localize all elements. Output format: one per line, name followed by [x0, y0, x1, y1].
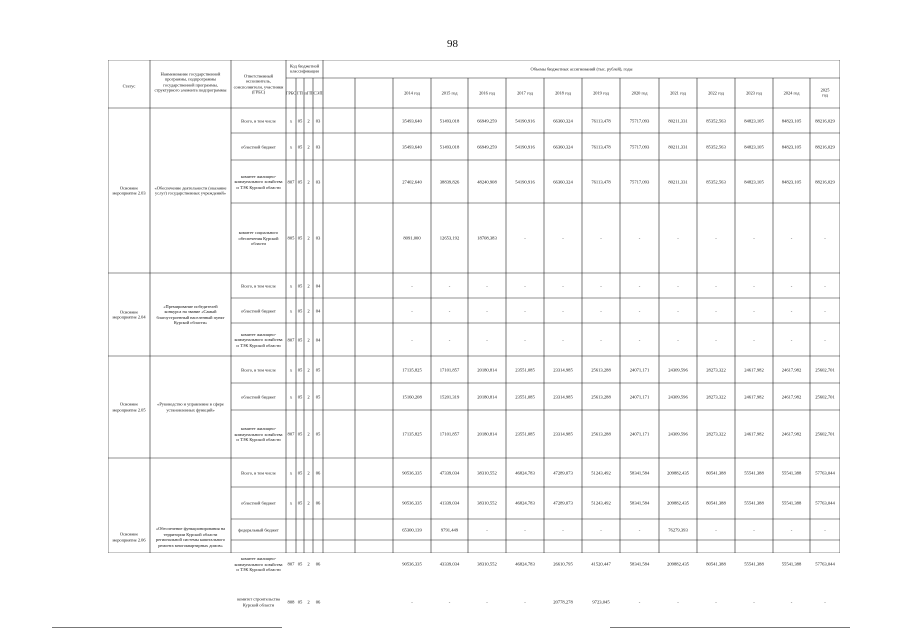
- row-value: 25602,701: [815, 393, 835, 399]
- row-value: 80541,388: [706, 500, 726, 506]
- row-code-gp: 05: [297, 235, 303, 241]
- row-value: 41339,034: [439, 500, 460, 506]
- row-value: -: [790, 599, 793, 605]
- row-value: -: [524, 599, 526, 605]
- row-code-pgp: 2: [307, 117, 310, 123]
- row-responsible: областной бюджет: [241, 500, 276, 506]
- row-value: 48240,908: [477, 178, 497, 184]
- row-value: -: [448, 336, 451, 342]
- row-value: -: [790, 336, 793, 342]
- row-code-sep: 03: [315, 143, 321, 149]
- row-value: -: [677, 282, 679, 288]
- header-code-sep: СЭП: [313, 90, 323, 96]
- row-responsible: областной бюджет: [241, 307, 276, 313]
- row-value: 54190,916: [515, 117, 535, 123]
- row-value: -: [677, 336, 679, 342]
- row-code-sep: 06: [315, 599, 321, 605]
- row-value: -: [753, 599, 755, 605]
- row-value: -: [790, 282, 793, 288]
- row-value: -: [715, 282, 717, 288]
- row-code-grbs: 807: [287, 561, 295, 567]
- row-value: 24071,171: [629, 366, 650, 372]
- row-value: 84823,105: [781, 178, 802, 184]
- row-value: -: [790, 307, 793, 313]
- row-value: 38310,552: [477, 500, 497, 506]
- row-value: -: [824, 526, 826, 532]
- row-value: 20778,278: [553, 599, 573, 605]
- row-value: 17135,825: [402, 431, 422, 437]
- row-value: 84823,105: [781, 143, 802, 149]
- row-value: 24617,982: [781, 393, 802, 399]
- row-value: 15201,319: [439, 393, 460, 399]
- row-value: 84823,105: [744, 143, 764, 149]
- row-code-sep: 03: [315, 235, 321, 241]
- row-code-pgp: 2: [307, 431, 310, 437]
- row-code-gp: 05: [297, 336, 303, 342]
- row-value: -: [790, 235, 793, 241]
- row-value: -: [715, 599, 717, 605]
- row-value: 25613,288: [591, 366, 611, 372]
- row-code-grbs: х: [289, 469, 293, 475]
- header-volume-group: Объемы бюджетных ассигнований (тыс. рублей), годы: [530, 66, 633, 72]
- header-year: 2024 год: [783, 90, 800, 96]
- header-code-grbs: ГРБС: [285, 90, 297, 96]
- row-code-sep: 05: [315, 431, 321, 437]
- row-value: 17101,857: [439, 366, 460, 372]
- row-value: -: [753, 526, 755, 532]
- header-year: 2015 год: [441, 90, 458, 96]
- row-value: -: [790, 526, 793, 532]
- row-value: 51493,018: [439, 117, 460, 123]
- row-code-pgp: 2: [307, 282, 310, 288]
- row-value: -: [524, 282, 526, 288]
- row-value: -: [824, 599, 826, 605]
- row-value: 57763,044: [815, 469, 835, 475]
- row-value: 47289,073: [553, 500, 573, 506]
- row-code-gp: 05: [297, 282, 303, 288]
- header-year: 2021 год: [670, 90, 686, 96]
- row-responsible: областной бюджет: [241, 143, 276, 149]
- row-value: 84823,105: [744, 117, 764, 123]
- row-code-grbs: 808: [287, 599, 295, 605]
- group-name: «Обеспечение функционирования на территории Курской области региональной системы капитального ремонта многоквартирных домов»: [155, 526, 226, 548]
- row-value: 38310,552: [477, 469, 497, 475]
- row-code-sep: 05: [315, 366, 321, 372]
- row-value: 90536,335: [402, 469, 422, 475]
- row-value: -: [562, 307, 564, 313]
- row-value: 27402,640: [402, 178, 422, 184]
- row-value: 24617,982: [744, 431, 764, 437]
- row-value: 76113,478: [591, 143, 611, 149]
- row-code-pgp: 2: [307, 393, 310, 399]
- row-value: 28273,322: [706, 366, 726, 372]
- row-value: -: [715, 307, 717, 313]
- row-value: 25602,701: [815, 366, 835, 372]
- row-value: 51493,018: [439, 143, 460, 149]
- row-value: 76113,478: [591, 178, 611, 184]
- row-code-pgp: 2: [307, 307, 310, 313]
- page-number: 98: [447, 38, 458, 50]
- row-value: 80541,388: [706, 469, 726, 475]
- row-code-pgp: 2: [307, 235, 310, 241]
- row-value: -: [411, 336, 413, 342]
- row-value: -: [524, 307, 526, 313]
- row-value: 24617,982: [744, 393, 764, 399]
- group-name: «Премирование победителей конкурса на звание «Самый благоустроенный населенный пункт Курской области»: [156, 303, 225, 325]
- row-value: 90536,335: [402, 561, 422, 567]
- row-value: 20180,814: [477, 431, 497, 437]
- row-value: 17101,857: [439, 431, 460, 437]
- row-code-gp: 05: [297, 469, 303, 475]
- row-value: 66949,259: [477, 143, 497, 149]
- row-value: 58341,584: [629, 500, 650, 506]
- row-code-grbs: 805: [287, 235, 295, 241]
- row-value: 65300,139: [402, 526, 422, 532]
- row-value: 41520,447: [591, 561, 611, 567]
- row-value: 23314,985: [553, 431, 573, 437]
- row-value: -: [824, 282, 826, 288]
- row-value: 18708,383: [477, 235, 497, 241]
- row-code-grbs: 807: [287, 431, 295, 437]
- row-value: -: [600, 526, 602, 532]
- row-code-pgp: 2: [307, 143, 310, 149]
- row-value: 209882,435: [667, 469, 689, 475]
- row-value: 85352,563: [706, 178, 726, 184]
- row-value: 23551,085: [515, 393, 535, 399]
- row-value: -: [448, 307, 451, 313]
- row-value: -: [638, 307, 641, 313]
- row-code-pgp: 2: [307, 599, 310, 605]
- row-value: 20180,814: [477, 393, 497, 399]
- row-responsible: комитет жилищно-коммунального хозяйства и ТЭК Курской области: [234, 331, 283, 348]
- row-value: -: [411, 307, 413, 313]
- row-code-gp: 05: [297, 178, 303, 184]
- row-value: -: [753, 336, 755, 342]
- row-value: -: [824, 336, 826, 342]
- row-code-gp: 05: [297, 599, 303, 605]
- row-value: 46824,783: [515, 469, 535, 475]
- row-value: 55541,388: [744, 469, 764, 475]
- row-value: -: [600, 336, 602, 342]
- budget-table: [108, 60, 840, 607]
- row-responsible: комитет социального обеспечения Курской области: [238, 229, 279, 246]
- row-value: 66360,324: [553, 117, 573, 123]
- row-value: 57763,044: [815, 500, 835, 506]
- row-value: -: [562, 282, 564, 288]
- row-code-grbs: х: [289, 393, 293, 399]
- row-value: -: [524, 235, 526, 241]
- row-value: 38310,552: [477, 561, 497, 567]
- row-value: -: [677, 599, 679, 605]
- header-year: 2020 год: [631, 90, 648, 96]
- row-value: 88216,029: [815, 117, 835, 123]
- header-status: Статус: [122, 83, 136, 89]
- row-value: -: [638, 526, 641, 532]
- row-value: 24617,982: [781, 366, 802, 372]
- row-value: -: [486, 599, 488, 605]
- row-value: 24309,596: [668, 393, 688, 399]
- row-value: 88216,029: [815, 178, 835, 184]
- row-value: 46824,783: [515, 500, 535, 506]
- row-value: 28273,322: [706, 393, 726, 399]
- scan-edge-mark: [52, 627, 282, 628]
- row-value: -: [824, 307, 826, 313]
- row-value: 66949,259: [477, 117, 497, 123]
- header-name: Наименование государственной программы, подпрограммы государственной программы, структурного элемента подпрограммы: [154, 71, 227, 93]
- row-responsible: областной бюджет: [241, 393, 276, 399]
- row-responsible: федеральный бюджет: [238, 526, 279, 532]
- header-code-pgp: пГП: [304, 90, 313, 96]
- row-code-gp: 05: [297, 143, 303, 149]
- row-value: 23551,085: [515, 366, 535, 372]
- row-code-sep: 05: [315, 393, 321, 399]
- row-value: -: [486, 336, 488, 342]
- row-value: -: [638, 336, 641, 342]
- row-value: 80211,331: [668, 178, 688, 184]
- row-value: 55541,388: [781, 500, 802, 506]
- row-value: -: [753, 235, 755, 241]
- row-value: -: [448, 282, 451, 288]
- row-value: -: [562, 235, 564, 241]
- row-value: 80541,388: [706, 561, 726, 567]
- row-value: 76113,478: [591, 117, 611, 123]
- row-value: -: [411, 282, 413, 288]
- row-code-grbs: х: [289, 143, 293, 149]
- row-value: 24617,982: [781, 431, 802, 437]
- row-code-pgp: 2: [307, 336, 310, 342]
- row-value: -: [753, 282, 755, 288]
- header-responsible: Ответственный исполнитель, соисполнители, участники (ГРБС): [233, 73, 284, 95]
- row-value: 90536,335: [402, 500, 422, 506]
- row-value: 9723,045: [592, 599, 610, 605]
- group-status: Основное мероприятие 2.04: [112, 309, 146, 320]
- row-value: 58341,584: [629, 469, 650, 475]
- row-code-gp: 05: [297, 366, 303, 372]
- header-code-gp: ГП: [297, 90, 303, 96]
- row-value: 66360,324: [553, 143, 573, 149]
- row-code-sep: 06: [315, 469, 321, 475]
- row-value: 58341,584: [629, 561, 650, 567]
- row-value: 23314,985: [553, 393, 573, 399]
- row-value: 57763,044: [815, 561, 835, 567]
- row-code-sep: 04: [315, 307, 321, 313]
- row-value: -: [824, 235, 826, 241]
- row-responsible: Всего, в том числе: [241, 366, 276, 372]
- row-code-gp: 05: [297, 117, 303, 123]
- row-value: -: [638, 599, 641, 605]
- row-value: 75717,093: [629, 117, 650, 123]
- header-year: 2022 год: [708, 90, 724, 96]
- row-value: -: [600, 307, 602, 313]
- row-code-pgp: 2: [307, 561, 310, 567]
- row-value: -: [486, 526, 488, 532]
- row-value: 23551,085: [515, 431, 535, 437]
- group-status: Основное мероприятие 2.03: [112, 185, 146, 196]
- row-value: 47289,073: [553, 469, 573, 475]
- row-value: -: [524, 336, 526, 342]
- row-value: 54190,916: [515, 178, 535, 184]
- row-code-grbs: 807: [287, 178, 295, 184]
- row-code-pgp: 2: [307, 366, 310, 372]
- row-value: 20180,814: [477, 366, 497, 372]
- row-value: -: [677, 235, 679, 241]
- row-value: 75717,093: [629, 143, 650, 149]
- row-value: -: [486, 282, 488, 288]
- row-value: -: [715, 336, 717, 342]
- row-value: 46824,783: [515, 561, 535, 567]
- group-status: Основное мероприятие 2.06: [112, 531, 146, 542]
- header-code-group: Код бюджетной классификации: [289, 63, 320, 74]
- row-value: 24309,596: [668, 431, 688, 437]
- row-value: 24071,171: [629, 431, 650, 437]
- row-value: 28273,322: [706, 431, 726, 437]
- row-value: 24071,171: [629, 393, 650, 399]
- header-year: 2023 год: [746, 90, 762, 96]
- row-value: 12653,192: [439, 235, 460, 241]
- row-code-sep: 06: [315, 500, 321, 506]
- row-value: 38839,826: [439, 178, 460, 184]
- row-value: 54190,916: [515, 143, 535, 149]
- row-value: 84823,105: [781, 117, 802, 123]
- row-value: -: [600, 235, 602, 241]
- row-code-grbs: х: [289, 500, 293, 506]
- row-responsible: Всего, в том числе: [241, 469, 276, 475]
- row-value: 209882,435: [667, 561, 689, 567]
- row-value: 75717,093: [629, 178, 650, 184]
- row-value: 55541,388: [744, 500, 764, 506]
- row-code-grbs: 807: [287, 336, 295, 342]
- row-responsible: комитет жилищно-коммунального хозяйства и ТЭК Курской области: [234, 555, 283, 572]
- row-value: 35493,640: [402, 117, 422, 123]
- row-value: 24617,982: [744, 366, 764, 372]
- row-code-pgp: 2: [307, 178, 310, 184]
- row-value: 25613,288: [591, 431, 611, 437]
- header-year: 2014 год: [404, 90, 420, 96]
- row-code-sep: 03: [315, 178, 321, 184]
- row-value: -: [715, 526, 717, 532]
- row-value: -: [638, 235, 641, 241]
- row-value: 85352,563: [706, 143, 726, 149]
- row-code-grbs: х: [289, 307, 293, 313]
- row-value: 55541,388: [744, 561, 764, 567]
- row-code-gp: 05: [297, 393, 303, 399]
- row-value: 51243,492: [591, 500, 611, 506]
- row-responsible: Всего, в том числе: [241, 117, 276, 123]
- row-value: 51243,492: [591, 469, 611, 475]
- row-code-pgp: 2: [307, 469, 310, 475]
- group-name: «Руководство и управление в сфере установленных функций»: [157, 401, 224, 412]
- row-value: 24309,596: [668, 366, 688, 372]
- row-value: 15160,208: [402, 393, 422, 399]
- row-value: 25613,288: [591, 393, 611, 399]
- row-code-gp: 05: [297, 431, 303, 437]
- row-responsible: Всего, в том числе: [241, 282, 276, 288]
- row-value: 26610,795: [553, 561, 573, 567]
- group-status: Основное мероприятие 2.05: [112, 401, 146, 412]
- row-value: 25602,701: [815, 431, 835, 437]
- header-year: 2019 год: [593, 90, 609, 96]
- row-code-sep: 03: [315, 117, 321, 123]
- row-responsible: комитет строительства Курской области: [237, 596, 280, 607]
- row-value: 84823,105: [744, 178, 764, 184]
- row-value: 43339,034: [439, 561, 460, 567]
- row-value: -: [486, 307, 488, 313]
- group-name: «Обеспечение деятельности (оказание услуг) государственных учреждений»: [154, 185, 227, 196]
- row-value: 9791,449: [440, 526, 459, 532]
- row-value: -: [753, 307, 755, 313]
- row-value: 17135,825: [402, 366, 422, 372]
- row-value: 85352,563: [706, 117, 726, 123]
- row-code-sep: 04: [315, 336, 321, 342]
- header-year: 2018 год: [555, 90, 571, 96]
- header-year: 2025 год: [820, 87, 830, 98]
- row-value: 35493,640: [402, 143, 422, 149]
- row-responsible: комитет жилищно-коммунального хозяйства и ТЭК Курской области: [234, 173, 283, 190]
- row-value: 47339,034: [439, 469, 460, 475]
- row-code-grbs: х: [289, 282, 293, 288]
- row-code-gp: 05: [297, 561, 303, 567]
- row-value: 55541,388: [781, 561, 802, 567]
- row-value: -: [715, 235, 717, 241]
- row-value: -: [600, 282, 602, 288]
- row-value: -: [524, 526, 526, 532]
- row-value: 66360,324: [553, 178, 573, 184]
- scan-edge-mark: [610, 627, 850, 628]
- header-year: 2017 год: [517, 90, 533, 96]
- row-code-pgp: 2: [307, 500, 310, 506]
- row-code-gp: 05: [297, 307, 303, 313]
- row-value: 8091,000: [403, 235, 421, 241]
- row-value: 80211,331: [668, 117, 688, 123]
- row-code-sep: 04: [315, 282, 321, 288]
- row-value: -: [411, 599, 413, 605]
- row-value: 23314,985: [553, 366, 573, 372]
- row-value: 76279,393: [668, 526, 688, 532]
- row-value: 55541,388: [781, 469, 802, 475]
- row-responsible: комитет жилищно-коммунального хозяйства и ТЭК Курской области: [234, 425, 283, 442]
- row-value: -: [562, 526, 564, 532]
- header-year: 2016 год: [479, 90, 495, 96]
- row-value: -: [448, 599, 451, 605]
- row-value: -: [638, 282, 641, 288]
- row-value: -: [562, 336, 564, 342]
- row-value: -: [677, 307, 679, 313]
- row-code-gp: 05: [297, 500, 303, 506]
- row-code-grbs: х: [289, 366, 293, 372]
- row-code-grbs: х: [289, 117, 293, 123]
- row-value: 209882,435: [667, 500, 689, 506]
- row-value: 88216,029: [815, 143, 835, 149]
- row-code-sep: 06: [315, 561, 321, 567]
- row-value: 80211,331: [668, 143, 688, 149]
